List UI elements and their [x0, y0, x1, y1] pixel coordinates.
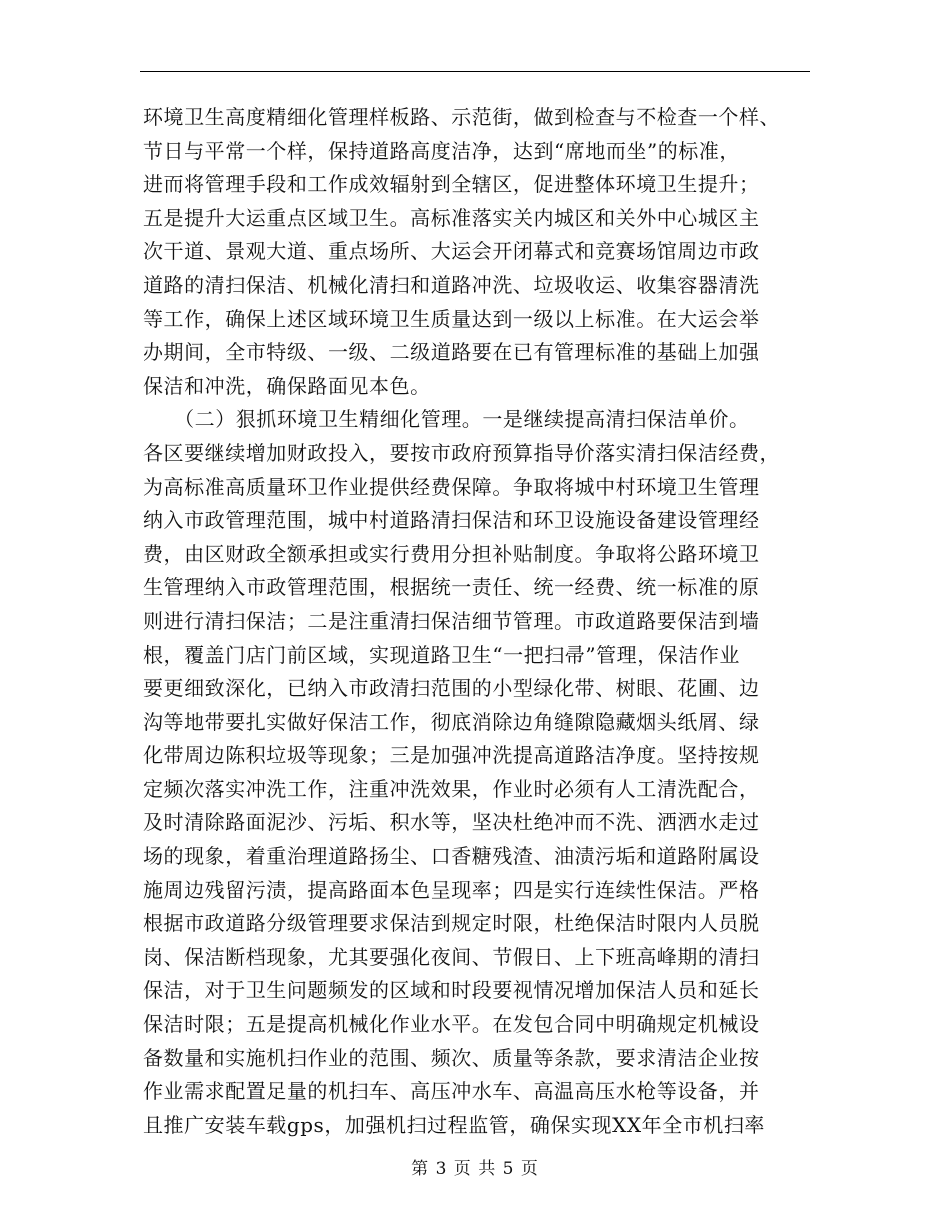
body-line: 环境卫生高度精细化管理样板路、示范街，做到检查与不检查一个样、: [143, 105, 781, 129]
body-line: 作业需求配置足量的机扫车、高压冲水车、高温高压水枪等设备，并: [143, 1079, 760, 1104]
body-line: 且推广安装车载gps，加强机扫过程监管，确保实现XX年全市机扫率: [143, 1112, 765, 1137]
body-line: 则进行清扫保洁；二是注重清扫保洁细节管理。市政道路要保洁到墙: [143, 608, 760, 633]
page-number-footer: 第 3 页 共 5 页: [411, 1159, 539, 1179]
body-line: 各区要继续增加财政投入，要按市政府预算指导价落实清扫保洁经费，: [143, 440, 781, 465]
body-line: 道路的清扫保洁、机械化清扫和道路冲洗、垃圾收运、收集容器清洗: [143, 272, 760, 297]
body-line: 及时清除路面泥沙、污垢、积水等，坚决杜绝冲而不洗、洒洒水走过: [143, 810, 760, 835]
body-line: 次干道、景观大道、重点场所、大运会开闭幕式和竞赛场馆周边市政: [143, 239, 760, 264]
body-line: 备数量和实施机扫作业的范围、频次、质量等条款，要求清洁企业按: [143, 1045, 760, 1070]
body-line: 根，覆盖门店门前区域，实现道路卫生“一把扫帚”管理，保洁作业: [143, 642, 740, 667]
body-line: 保洁时限；五是提高机械化作业水平。在发包合同中明确规定机械设: [143, 1012, 760, 1037]
body-line: 五是提升大运重点区域卫生。高标准落实关内城区和关外中心城区主: [143, 205, 760, 230]
section-heading-line: （二）狠抓环境卫生精细化管理。一是继续提高清扫保洁单价。: [143, 407, 750, 432]
body-line: 纳入市政管理范围，城中村道路清扫保洁和环卫设施设备建设管理经: [143, 508, 760, 533]
body-line: 化带周边陈积垃圾等现象；三是加强冲洗提高道路洁净度。坚持按规: [143, 743, 760, 768]
body-line: 生管理纳入市政管理范围，根据统一责任、统一经费、统一标准的原: [143, 575, 760, 600]
body-line: 要更细致深化，已纳入市政清扫范围的小型绿化带、树眼、花圃、边: [143, 676, 760, 701]
body-line: 办期间，全市特级、一级、二级道路要在已有管理标准的基础上加强: [143, 340, 760, 365]
body-line: 费，由区财政全额承担或实行费用分担补贴制度。争取将公路环境卫: [143, 541, 760, 566]
body-line: 施周边残留污渍，提高路面本色呈现率；四是实行连续性保洁。严格: [143, 877, 760, 902]
header-rule: [140, 71, 810, 72]
body-line: 根据市政道路分级管理要求保洁到规定时限，杜绝保洁时限内人员脱: [143, 911, 760, 936]
body-line: 为高标准高质量环卫作业提供经费保障。争取将城中村环境卫生管理: [143, 474, 760, 499]
body-line: 场的现象，着重治理道路扬尘、口香糖残渣、油渍污垢和道路附属设: [143, 844, 760, 869]
body-line: 保洁，对于卫生问题频发的区域和时段要视情况增加保洁人员和延长: [143, 978, 760, 1003]
body-line: 等工作，确保上述区域环境卫生质量达到一级以上标准。在大运会举: [143, 306, 760, 331]
body-line: 保洁和冲洗，确保路面见本色。: [143, 373, 431, 398]
body-line: 沟等地带要扎实做好保洁工作，彻底消除边角缝隙隐藏烟头纸屑、绿: [143, 709, 760, 734]
body-line: 岗、保洁断档现象，尤其要强化夜间、节假日、上下班高峰期的清扫: [143, 944, 760, 969]
body-line: 定频次落实冲洗工作，注重冲洗效果，作业时必须有人工清洗配合，: [143, 776, 760, 801]
body-line: 进而将管理手段和工作成效辐射到全辖区，促进整体环境卫生提升；: [143, 172, 760, 197]
body-line: 节日与平常一个样，保持道路高度洁净，达到“席地而坐”的标准，: [143, 138, 740, 163]
document-body: [143, 101, 811, 1142]
